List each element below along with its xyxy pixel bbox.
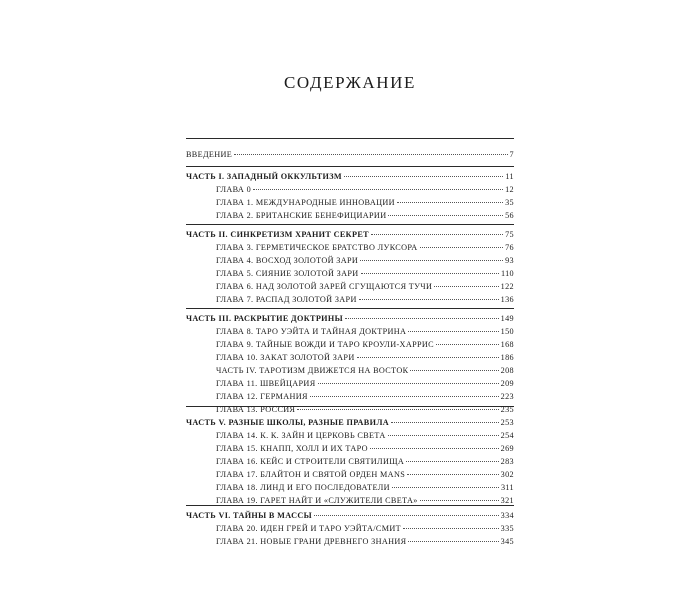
dot-leader: [408, 331, 498, 332]
toc-entry-title: ГЛАВА 9. ТАЙНЫЕ ВОЖДИ И ТАРО КРОУЛИ-ХАРРИС: [216, 340, 434, 349]
toc-entry-title: ГЛАВА 16. КЕЙС И СТРОИТЕЛИ СВЯТИЛИЩА: [216, 457, 405, 466]
divider: [186, 308, 514, 309]
toc-entry: [216, 242, 514, 253]
dot-leader: [403, 528, 499, 529]
toc-entry-title: ГЛАВА 1. МЕЖДУНАРОДНЫЕ ИННОВАЦИИ: [216, 198, 395, 207]
toc-entry-page: 35: [505, 198, 514, 207]
toc-entry-page: 209: [500, 379, 514, 388]
toc-entry-title: ЧАСТЬ IV. ТАРОТИЗМ ДВИЖЕТСЯ НА ВОСТОК: [216, 366, 409, 375]
toc-entry: [216, 339, 514, 350]
toc-entry-title: ГЛАВА 18. ЛИНД И ЕГО ПОСЛЕДОВАТЕЛИ: [216, 483, 390, 492]
toc-entry-title: ЧАСТЬ III. РАСКРЫТИЕ ДОКТРИНЫ: [186, 314, 344, 323]
toc-entry-title: ГЛАВА 4. ВОСХОД ЗОЛОТОЙ ЗАРИ: [216, 256, 359, 265]
toc-entry: [216, 443, 514, 454]
dot-leader: [388, 435, 499, 436]
dot-leader: [397, 202, 503, 203]
dot-leader: [314, 515, 499, 516]
toc-entry-page: 345: [500, 537, 514, 546]
dot-leader: [357, 357, 499, 358]
dot-leader: [391, 422, 499, 423]
toc-entry-page: 208: [500, 366, 514, 375]
divider: [186, 224, 514, 225]
toc-entry-page: 168: [500, 340, 514, 349]
toc-entry-page: 311: [500, 483, 514, 492]
toc-entry-page: 283: [500, 457, 514, 466]
dot-leader: [420, 500, 499, 501]
toc-entry-title: ГЛАВА 21. НОВЫЕ ГРАНИ ДРЕВНЕГО ЗНАНИЯ: [216, 537, 407, 546]
toc-entry: [216, 268, 514, 279]
dot-leader: [406, 461, 499, 462]
toc-entry: [216, 365, 514, 376]
toc-entry-page: 110: [500, 269, 514, 278]
toc-entry: [216, 523, 514, 534]
toc-entry-page: 56: [505, 211, 514, 220]
divider: [186, 138, 514, 139]
toc-entry: [216, 495, 514, 506]
toc-entry-title: ЧАСТЬ I. ЗАПАДНЫЙ ОККУЛЬТИЗМ: [186, 172, 342, 181]
dot-leader: [361, 273, 499, 274]
dot-leader: [436, 344, 499, 345]
toc-entry: [216, 469, 514, 480]
toc-entry-title: ГЛАВА 0: [216, 185, 252, 194]
toc-entry-page: 7: [509, 150, 514, 159]
toc-entry-title: ГЛАВА 10. ЗАКАТ ЗОЛОТОЙ ЗАРИ: [216, 353, 355, 362]
toc-entry: [186, 417, 514, 428]
dot-leader: [407, 474, 499, 475]
toc-entry-title: ГЛАВА 2. БРИТАНСКИЕ БЕНЕФИЦИАРИИ: [216, 211, 387, 220]
toc-entry-title: ГЛАВА 13. РОССИЯ: [216, 405, 296, 414]
toc-entry-title: ГЛАВА 11. ШВЕЙЦАРИЯ: [216, 379, 316, 388]
toc-entry-title: ГЛАВА 6. НАД ЗОЛОТОЙ ЗАРЕЙ СГУЩАЮТСЯ ТУЧИ: [216, 282, 433, 291]
toc-entry-title: ВВЕДЕНИЕ: [186, 150, 233, 159]
toc-entry-title: ГЛАВА 12. ГЕРМАНИЯ: [216, 392, 308, 401]
toc-entry-page: 76: [505, 243, 514, 252]
toc-entry-page: 75: [505, 230, 514, 239]
dot-leader: [234, 154, 507, 155]
toc-entry: [216, 456, 514, 467]
toc-entry: [216, 391, 514, 402]
dot-leader: [359, 299, 499, 300]
toc-entry-page: 254: [500, 431, 514, 440]
toc-entry-title: ГЛАВА 8. ТАРО УЭЙТА И ТАЙНАЯ ДОКТРИНА: [216, 327, 407, 336]
toc-entry: [216, 352, 514, 363]
dot-leader: [360, 260, 503, 261]
toc-entry-page: 11: [505, 172, 514, 181]
page-title: СОДЕРЖАНИЕ: [283, 73, 417, 93]
toc-entry-title: ГЛАВА 20. ИДЕН ГРЕЙ И ТАРО УЭЙТА/СМИТ: [216, 524, 401, 533]
toc-entry: [216, 482, 514, 493]
dot-leader: [253, 189, 503, 190]
toc-entry-page: 122: [500, 282, 514, 291]
dot-leader: [345, 318, 499, 319]
toc-entry: [216, 378, 514, 389]
toc-entry-page: 253: [500, 418, 514, 427]
toc-entry: [216, 326, 514, 337]
dot-leader: [310, 396, 499, 397]
toc-entry: [186, 171, 514, 182]
toc-entry: [216, 184, 514, 195]
dot-leader: [318, 383, 499, 384]
dot-leader: [434, 286, 498, 287]
dot-leader: [371, 234, 503, 235]
toc-entry-page: 150: [500, 327, 514, 336]
toc-entry-title: ГЛАВА 17. БЛАЙТОН И СВЯТОЙ ОРДЕН MANS: [216, 470, 406, 479]
toc-entry-title: ЧАСТЬ V. РАЗНЫЕ ШКОЛЫ, РАЗНЫЕ ПРАВИЛА: [186, 418, 390, 427]
toc-entry-page: 321: [500, 496, 514, 505]
toc-entry-page: 269: [500, 444, 514, 453]
toc-entry-page: 334: [500, 511, 514, 520]
toc-entry: [186, 313, 514, 324]
dot-leader: [388, 215, 503, 216]
dot-leader: [370, 448, 499, 449]
toc-entry: [216, 255, 514, 266]
toc-entry-title: ГЛАВА 14. К. К. ЗАЙН И ЦЕРКОВЬ СВЕТА: [216, 431, 386, 440]
toc-entry: [216, 294, 514, 305]
dot-leader: [344, 176, 503, 177]
toc-entry-title: ГЛАВА 5. СИЯНИЕ ЗОЛОТОЙ ЗАРИ: [216, 269, 359, 278]
toc-entry: [216, 210, 514, 221]
dot-leader: [420, 247, 504, 248]
toc-entry: [216, 536, 514, 547]
toc-entry: [186, 510, 514, 521]
toc-entry-page: 223: [500, 392, 514, 401]
toc-entry-page: 12: [505, 185, 514, 194]
toc-entry-page: 335: [500, 524, 514, 533]
toc-entry: [216, 281, 514, 292]
toc-entry-page: 149: [500, 314, 514, 323]
dot-leader: [392, 487, 499, 488]
dot-leader: [297, 409, 498, 410]
toc-entry-title: ГЛАВА 15. КНАПП, ХОЛЛ И ИХ ТАРО: [216, 444, 368, 453]
dot-leader: [410, 370, 498, 371]
toc-entry-title: ГЛАВА 7. РАСПАД ЗОЛОТОЙ ЗАРИ: [216, 295, 357, 304]
toc-entry-title: ЧАСТЬ II. СИНКРЕТИЗМ ХРАНИТ СЕКРЕТ: [186, 230, 369, 239]
toc-entry: [216, 197, 514, 208]
toc-entry-title: ГЛАВА 19. ГАРЕТ НАЙТ И «СЛУЖИТЕЛИ СВЕТА»: [216, 496, 418, 505]
toc-entry-title: ЧАСТЬ VI. ТАЙНЫ В МАССЫ: [186, 511, 312, 520]
toc-entry: [186, 229, 514, 240]
toc-entry: [216, 404, 514, 415]
toc-entry-page: 302: [500, 470, 514, 479]
toc-entry-page: 235: [500, 405, 514, 414]
toc-entry-title: ГЛАВА 3. ГЕРМЕТИЧЕСКОЕ БРАТСТВО ЛУКСОРА: [216, 243, 418, 252]
toc-entry-page: 93: [505, 256, 514, 265]
dot-leader: [408, 541, 498, 542]
toc-entry-page: 136: [500, 295, 514, 304]
toc-entry-page: 186: [500, 353, 514, 362]
divider: [186, 166, 514, 167]
toc-entry: [186, 149, 514, 160]
toc-entry: [216, 430, 514, 441]
